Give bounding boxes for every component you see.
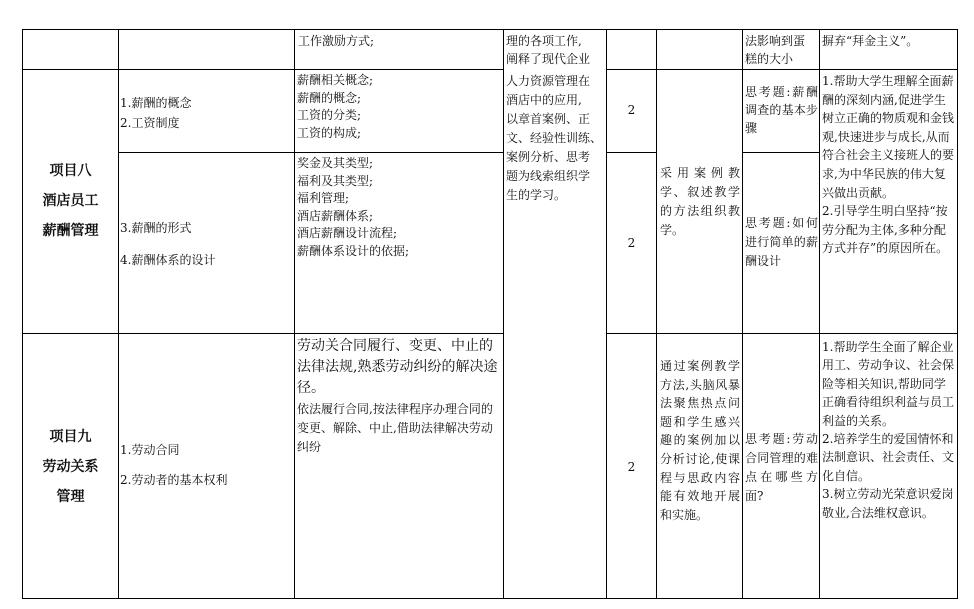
grid-line (294, 29, 295, 599)
grid-line (22, 333, 503, 334)
grid-line (118, 29, 119, 599)
grid-line (22, 69, 503, 70)
project9-method: 通过案例教学方法,头脑风暴法聚焦热点问题和学生感兴趣的案例加以分析讨论,使课程与思政内容能有效地开展和实施。 (660, 359, 740, 522)
project8-unit1-topics: 1.薪酬的概念 2.工资制度 (120, 96, 192, 130)
continuation-goals: 摒弃“拜金主义”。 (822, 34, 919, 48)
project9-content-main: 劳动关合同履行、变更、中止的法律法规,熟悉劳动纠纷的解决途径。 (297, 338, 498, 396)
grid-line (742, 29, 743, 599)
continuation-content: 工作激励方式; (298, 34, 375, 48)
project9-hours: 2 (627, 460, 636, 474)
grid-line (22, 598, 958, 599)
project8-thinking1: 思考题:薪酬调查的基本步骤 (745, 85, 818, 135)
grid-line (22, 29, 23, 599)
project8-unit2-hours: 2 (627, 236, 636, 250)
project8-title: 项目八 酒店员工 薪酬管理 (42, 163, 99, 239)
project9-topics: 1.劳动合同 2.劳动者的基本权利 (120, 443, 228, 487)
project8-unit1-hours: 2 (627, 103, 636, 117)
grid-line (22, 29, 958, 30)
project8-unit2-topics: 3.薪酬的形式 4.薪酬体系的设计 (120, 221, 216, 267)
teaching-method-shared: 人力资源管理在 酒店中的应用, 以章首案例、正 文、经验性训练、 案例分析、思考 题为线索组织学 生的学习。 (506, 74, 603, 202)
project9-content-sub: 依法履行合同,按法律程序办理合同的变更、解除、中止,借助法律解决劳动纠纷 (297, 402, 493, 454)
project8-unit1-content: 薪酬相关概念; 薪酬的概念; 工资的分类; 工资的构成; (297, 73, 374, 140)
project9-thinking: 思考题:劳动合同管理的难点在哪些方面? (745, 432, 818, 503)
project9-title: 项目九 劳动关系 管理 (42, 429, 99, 505)
grid-line (503, 29, 504, 599)
project9-ideology: 1.帮助学生全面了解企业用工、劳动争议、社会保险等相关知识,帮助同学正确看待组织利益与员工利益的关系。 2.培养学生的爱国情怀和法制意识、社会责任、文化自信。 3.树立劳动光荣意识爱岗敬业,合法维权意识。 (822, 340, 955, 520)
grid-line (819, 29, 820, 599)
continuation-difficulty: 法影响到蛋 糕的大小 (745, 34, 806, 66)
project8-unit2-content: 奖金及其类型; 福利及其类型; 福利管理; 酒店薪酬体系; 酒店薪酬设计流程; 薪酬体系设计的依据; (297, 156, 410, 258)
project8-ideology: 1.帮助大学生理解全面薪酬的深刻内涵,促进学生树立正确的物质观和金钱观,快速进步与成长,从而符合社会主义接班人的要求,为中华民族的伟大复兴做出贡献。 2.引导学生明白坚持“按劳分配为主体,多种分配方式并存”的原因所在。 (822, 74, 955, 256)
grid-line (742, 152, 820, 153)
grid-line (118, 152, 503, 153)
grid-line (606, 333, 958, 334)
grid-line (606, 69, 958, 70)
project8-thinking2: 思考题:如何进行简单的薪酬设计 (745, 216, 818, 268)
project8-method: 采用案例教学、叙述教学的方法组织教学。 (660, 166, 740, 237)
continuation-requirements: 理的各项工作, 阐释了现代企业 (506, 34, 591, 66)
grid-line (656, 29, 657, 599)
grid-line (957, 29, 958, 599)
grid-line (606, 152, 657, 153)
